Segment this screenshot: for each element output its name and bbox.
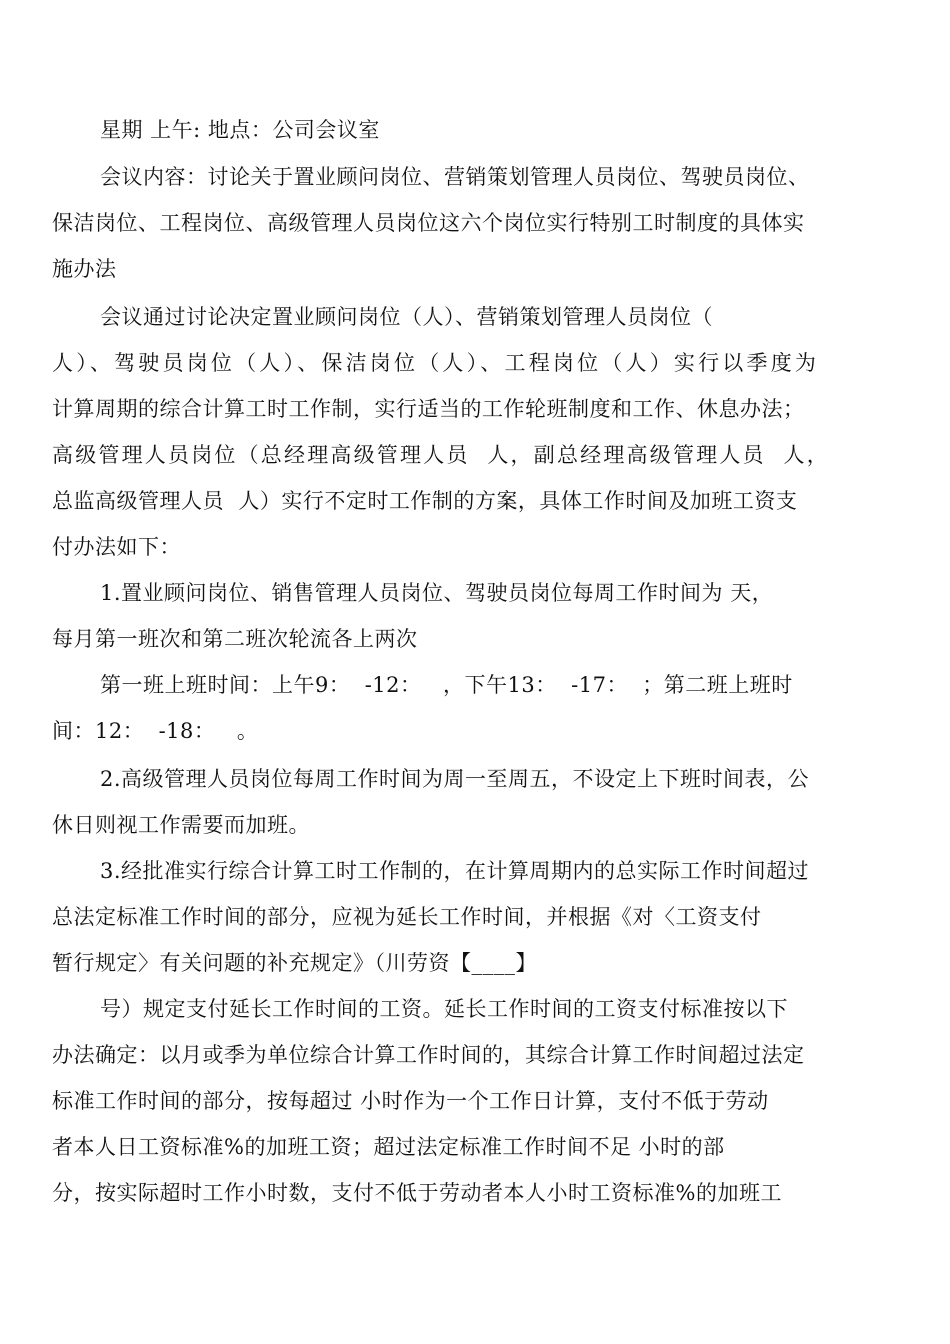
- paragraph-line: 施办法: [52, 257, 117, 281]
- schedule-line: 间：12： -18： 。: [52, 719, 259, 743]
- paragraph-line: 者本人日工资标准%的加班工资；超过法定标准工作时间不足 小时的部: [52, 1135, 725, 1159]
- paragraph-line: 号）规定支付延长工作时间的工资。延长工作时间的工资支付标准按以下: [100, 997, 788, 1021]
- paragraph-line: 保洁岗位、工程岗位、高级管理人员岗位这六个岗位实行特别工时制度的具体实: [52, 211, 805, 235]
- paragraph-line: 标准工作时间的部分，按每超过 小时作为一个工作日计算，支付不低于劳动: [52, 1089, 769, 1113]
- paragraph-line: 付办法如下：: [52, 535, 181, 559]
- paragraph-line: 会议内容：讨论关于置业顾问岗位、营销策划管理人员岗位、驾驶员岗位、: [100, 165, 810, 189]
- paragraph-line: 暂行规定〉有关问题的补充规定》（川劳资【____】: [52, 951, 537, 975]
- paragraph-line: 休日则视工作需要而加班。: [52, 813, 310, 837]
- paragraph-line: 计算周期的综合计算工时工作制，实行适当的工作轮班制度和工作、休息办法；: [52, 397, 805, 421]
- paragraph-line: 总监高级管理人员 人）实行不定时工作制的方案，具体工作时间及加班工资支: [52, 489, 798, 513]
- paragraph-line: 会议通过讨论决定置业顾问岗位（人）、营销策划管理人员岗位（: [100, 305, 713, 329]
- list-item-3: 3.经批准实行综合计算工时工作制的，在计算周期内的总实际工作时间超过: [100, 859, 810, 883]
- paragraph-line: 分，按实际超时工作小时数，支付不低于劳动者本人小时工资标准%的加班工: [52, 1181, 782, 1205]
- paragraph-line: 总法定标准工作时间的部分，应视为延长工作时间，并根据《对〈工资支付: [52, 905, 762, 929]
- paragraph-line: 每月第一班次和第二班次轮流各上两次: [52, 627, 418, 651]
- paragraph-line: 办法确定：以月或季为单位综合计算工作时间的，其综合计算工作时间超过法定: [52, 1043, 805, 1067]
- list-item-2: 2.高级管理人员岗位每周工作时间为周一至周五，不设定上下班时间表，公: [100, 767, 810, 791]
- paragraph-line: 高级管理人员岗位（总经理高级管理人员 人，副总经理高级管理人员 人，: [52, 443, 830, 467]
- paragraph-line: 人）、驾驶员岗位（人）、保洁岗位（人）、工程岗位（人）实行以季度为: [52, 351, 820, 375]
- meeting-time-place: 星期 上午: 地点：公司会议室: [100, 118, 380, 142]
- schedule-line: 第一班上班时间：上午9： -12： ，下午13： -17： ；第二班上班时: [100, 673, 793, 697]
- list-item-1: 1.置业顾问岗位、销售管理人员岗位、驾驶员岗位每周工作时间为 天，: [100, 581, 774, 605]
